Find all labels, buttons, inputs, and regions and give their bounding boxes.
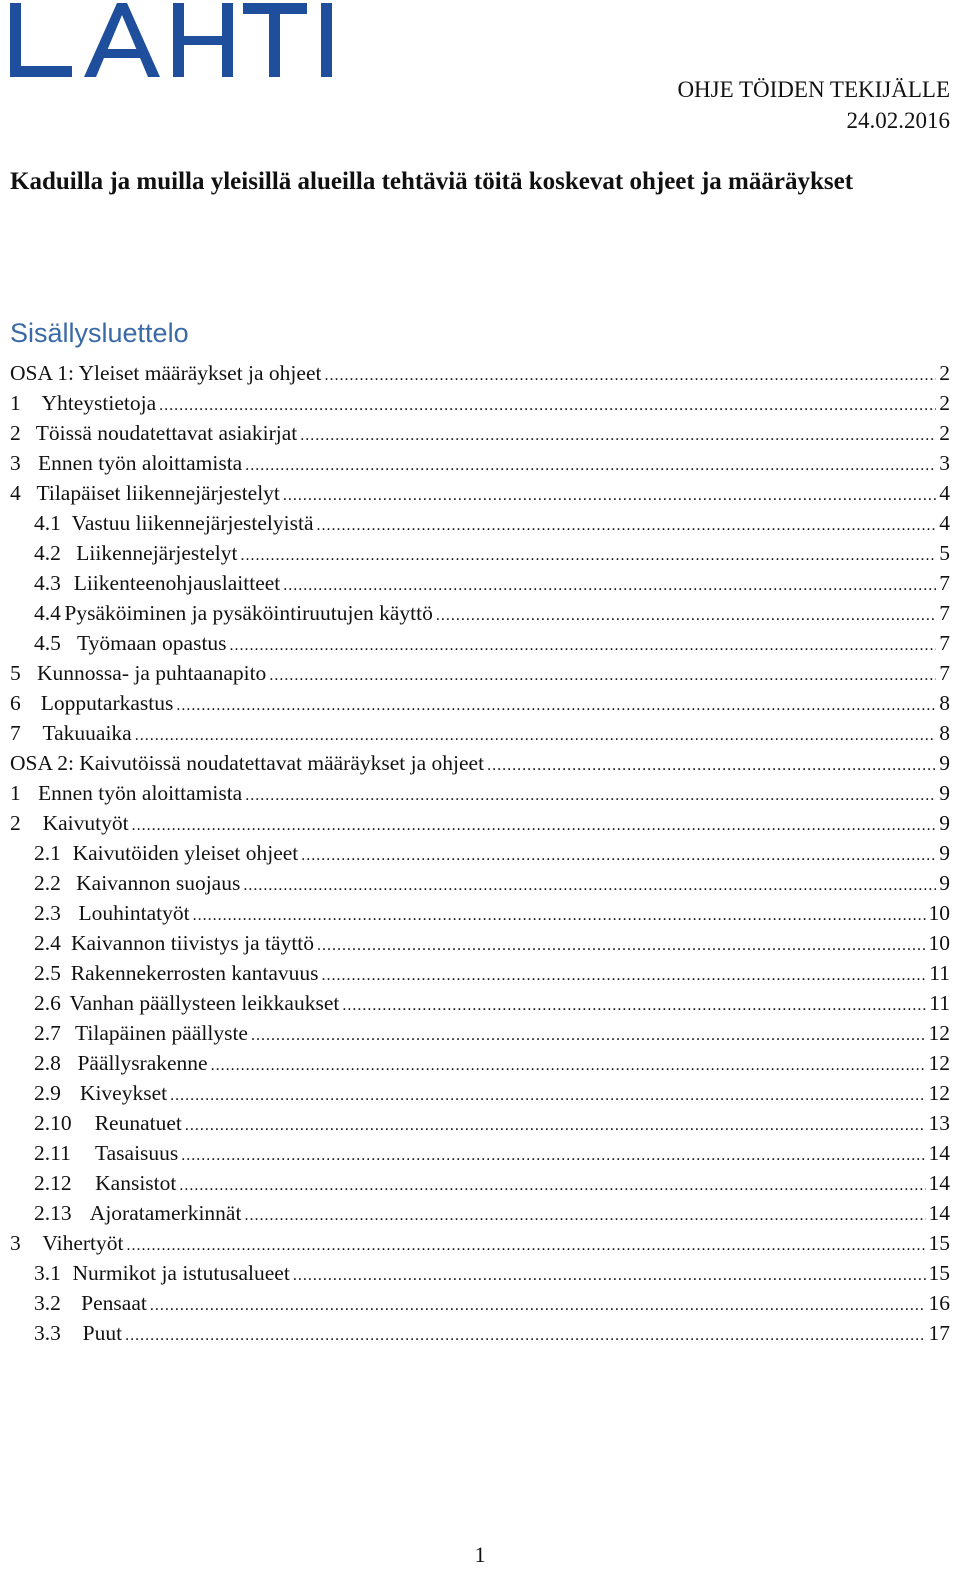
toc-entry-page: 13 [928,1111,950,1135]
table-of-contents [10,358,950,1348]
toc-entry-title: Ajoratamerkinnät [89,1201,242,1225]
toc-entry-number: 4.1 [34,511,61,535]
toc-entry-number: 2.2 [34,871,61,895]
toc-dot-leader [126,1231,925,1261]
toc-entry-number: 3 [10,451,21,475]
toc-dot-leader [300,421,936,451]
toc-entry-title: OSA 1: Yleiset määräykset ja ohjeet [10,361,322,385]
toc-entry-page: 17 [928,1321,950,1345]
toc-entry-page: 2 [939,421,950,445]
toc-entry-number: 2.4 [34,931,61,955]
toc-dot-leader [317,931,925,961]
toc-entry[interactable] [10,958,950,988]
toc-entry[interactable] [10,928,950,958]
toc-entry[interactable] [10,868,950,898]
toc-entry-page: 8 [939,721,950,745]
toc-dot-leader [324,361,936,391]
toc-entry-page: 11 [929,991,950,1015]
toc-entry-title: Kunnossa- ja puhtaanapito [37,661,267,685]
toc-entry-page: 4 [939,481,950,505]
toc-entry-page: 2 [939,391,950,415]
toc-entry-title: Tasaisuus [94,1141,179,1165]
toc-entry[interactable] [10,1018,950,1048]
toc-entry[interactable] [10,838,950,868]
toc-entry[interactable] [10,988,950,1018]
toc-entry-page: 2 [939,361,950,385]
toc-dot-leader [185,1111,926,1141]
toc-entry-title: Liikennejärjestelyt [76,541,238,565]
toc-entry[interactable] [10,1258,950,1288]
lahti-logo [10,3,335,77]
toc-entry-number: 1 [10,781,21,805]
toc-dot-leader [211,1051,926,1081]
toc-entry-title: Tilapäiset liikennejärjestelyt [36,481,280,505]
toc-entry[interactable] [10,808,950,838]
toc-entry-title: Kaivannon suojaus [76,871,241,895]
toc-entry-page: 15 [928,1261,950,1285]
toc-entry[interactable] [10,598,950,628]
toc-entry-number: 3.1 [34,1261,61,1285]
toc-entry[interactable] [10,688,950,718]
toc-entry[interactable] [10,898,950,928]
toc-entry-title: Kaivutyöt [42,811,129,835]
toc-entry-number: 2.10 [34,1111,72,1135]
toc-entry[interactable] [10,388,950,418]
toc-entry[interactable] [10,1168,950,1198]
toc-entry[interactable] [10,1228,950,1258]
toc-entry-number: 2.6 [34,991,61,1015]
toc-entry-page: 7 [939,631,950,655]
toc-entry-page: 12 [928,1021,950,1045]
toc-dot-leader [135,721,937,751]
toc-dot-leader [179,1171,925,1201]
toc-dot-leader [436,601,936,631]
toc-entry-page: 7 [939,571,950,595]
toc-dot-leader [342,991,926,1021]
toc-entry-title: Ennen työn aloittamista [38,451,243,475]
toc-entry-title: Kansistot [95,1171,177,1195]
toc-entry[interactable] [10,1318,950,1348]
toc-entry-page: 9 [939,841,950,865]
toc-entry[interactable] [10,1198,950,1228]
toc-entry-number: 1 [10,391,21,415]
toc-entry-number: 7 [10,721,21,745]
document-type-block [677,74,950,136]
toc-entry[interactable] [10,1048,950,1078]
toc-entry-page: 14 [928,1201,950,1225]
toc-entry[interactable] [10,478,950,508]
toc-entry-page: 16 [928,1291,950,1315]
toc-dot-leader [244,1201,925,1231]
toc-entry-title: Rakennekerrosten kantavuus [70,961,319,985]
toc-dot-leader [316,511,936,541]
toc-dot-leader [301,841,936,871]
toc-entry-number: 2.8 [34,1051,61,1075]
toc-dot-leader [181,1141,925,1171]
toc-entry-number: 4.5 [34,631,61,655]
toc-entry-number: 4.4 [34,601,61,625]
toc-entry[interactable] [10,748,950,778]
toc-entry-page: 7 [939,601,950,625]
toc-dot-leader [176,691,936,721]
toc-entry-number: 4.2 [34,541,61,565]
toc-entry-page: 11 [929,961,950,985]
toc-entry-page: 9 [939,811,950,835]
toc-entry-number: 2.11 [34,1141,71,1165]
toc-entry-title: Nurmikot ja istutusalueet [72,1261,290,1285]
toc-entry[interactable] [10,658,950,688]
toc-dot-leader [245,451,936,481]
toc-entry-page: 14 [928,1171,950,1195]
toc-dot-leader [293,1261,926,1291]
toc-dot-leader [170,1081,925,1111]
toc-entry-title: Puut [82,1321,123,1345]
toc-entry-page: 4 [939,511,950,535]
toc-dot-leader [230,631,937,661]
toc-entry[interactable] [10,1108,950,1138]
toc-entry-title: Kaivannon tiivistys ja täyttö [70,931,315,955]
toc-entry-title: Vihertyöt [42,1231,124,1255]
toc-entry-page: 8 [939,691,950,715]
toc-entry-title: Työmaan opastus [76,631,227,655]
toc-entry[interactable] [10,628,950,658]
toc-entry-number: 4 [10,481,21,505]
toc-entry-page: 15 [928,1231,950,1255]
toc-entry-page: 9 [939,871,950,895]
toc-dot-leader [125,1321,925,1351]
toc-entry-page: 3 [939,451,950,475]
toc-entry-number: 3.2 [34,1291,61,1315]
toc-entry-number: 2.13 [34,1201,72,1225]
toc-dot-leader [283,571,936,601]
toc-entry-title: Kaivutöiden yleiset ohjeet [72,841,299,865]
toc-entry-number: 2.7 [34,1021,61,1045]
toc-entry-number: 4.3 [34,571,61,595]
toc-entry-number: 2.12 [34,1171,72,1195]
toc-entry[interactable] [10,1078,950,1108]
toc-entry-page: 5 [939,541,950,565]
toc-entry-title: Liikenteenohjauslaitteet [73,571,281,595]
toc-entry[interactable] [10,718,950,748]
toc-entry-number: 2.3 [34,901,61,925]
toc-dot-leader [283,481,936,511]
document-date: 24.02.2016 [846,108,950,134]
toc-entry[interactable] [10,508,950,538]
toc-entry-page: 14 [928,1141,950,1165]
toc-entry-number: 3.3 [34,1321,61,1345]
toc-dot-leader [245,781,936,811]
toc-entry-title: OSA 2: Kaivutöissä noudatettavat määräykset ja ohjeet [10,751,485,775]
toc-entry-number: 2 [10,421,21,445]
toc-entry[interactable] [10,538,950,568]
toc-entry-number: 5 [10,661,21,685]
toc-entry-number: 2 [10,811,21,835]
toc-entry-page: 10 [928,901,950,925]
toc-entry[interactable] [10,1138,950,1168]
toc-entry-title: Töissä noudatettavat asiakirjat [35,421,298,445]
toc-entry-title: Pysäköiminen ja pysäköintiruutujen käyttö [64,601,433,625]
toc-entry-title: Ennen työn aloittamista [38,781,243,805]
toc-entry-number: 3 [10,1231,21,1255]
toc-entry-title: Yhteystietoja [41,391,157,415]
toc-entry[interactable] [10,358,950,388]
toc-dot-leader [269,661,936,691]
toc-dot-leader [159,391,936,421]
toc-dot-leader [251,1021,926,1051]
toc-entry-number: 6 [10,691,21,715]
toc-entry[interactable] [10,418,950,448]
toc-entry-title: Tilapäinen päällyste [75,1021,248,1045]
toc-entry[interactable] [10,448,950,478]
toc-entry[interactable] [10,778,950,808]
toc-entry-title: Lopputarkastus [40,691,174,715]
toc-heading: Sisällysluettelo [10,318,189,348]
toc-entry-title: Vanhan päällysteen leikkaukset [69,991,340,1015]
toc-dot-leader [240,541,936,571]
toc-entry-title: Vastuu liikennejärjestelyistä [71,511,314,535]
toc-entry-title: Päällysrakenne [77,1051,208,1075]
toc-entry-page: 9 [939,751,950,775]
toc-dot-leader [193,901,926,931]
toc-entry[interactable] [10,568,950,598]
toc-entry-page: 9 [939,781,950,805]
toc-dot-leader [243,871,936,901]
toc-entry-title: Reunatuet [94,1111,182,1135]
toc-dot-leader [132,811,937,841]
toc-entry-page: 12 [928,1051,950,1075]
toc-entry-page: 12 [928,1081,950,1105]
toc-entry-page: 10 [928,931,950,955]
toc-entry-title: Kiveykset [79,1081,168,1105]
toc-entry-title: Takuuaika [42,721,132,745]
toc-entry[interactable] [10,1288,950,1318]
toc-entry-title: Pensaat [81,1291,147,1315]
toc-dot-leader [322,961,927,991]
toc-entry-number: 2.9 [34,1081,61,1105]
toc-entry-page: 7 [939,661,950,685]
toc-entry-title: Louhintatyöt [78,901,190,925]
toc-dot-leader [150,1291,926,1321]
toc-entry-number: 2.5 [34,961,61,985]
document-type: OHJE TÖIDEN TEKIJÄLLE [677,77,950,102]
toc-dot-leader [487,751,936,781]
page-number: 1 [474,1542,486,1567]
document-title: Kaduilla ja muilla yleisillä alueilla tehtäviä töitä koskevat ohjeet ja määräykset [10,168,854,195]
toc-entry-number: 2.1 [34,841,61,865]
